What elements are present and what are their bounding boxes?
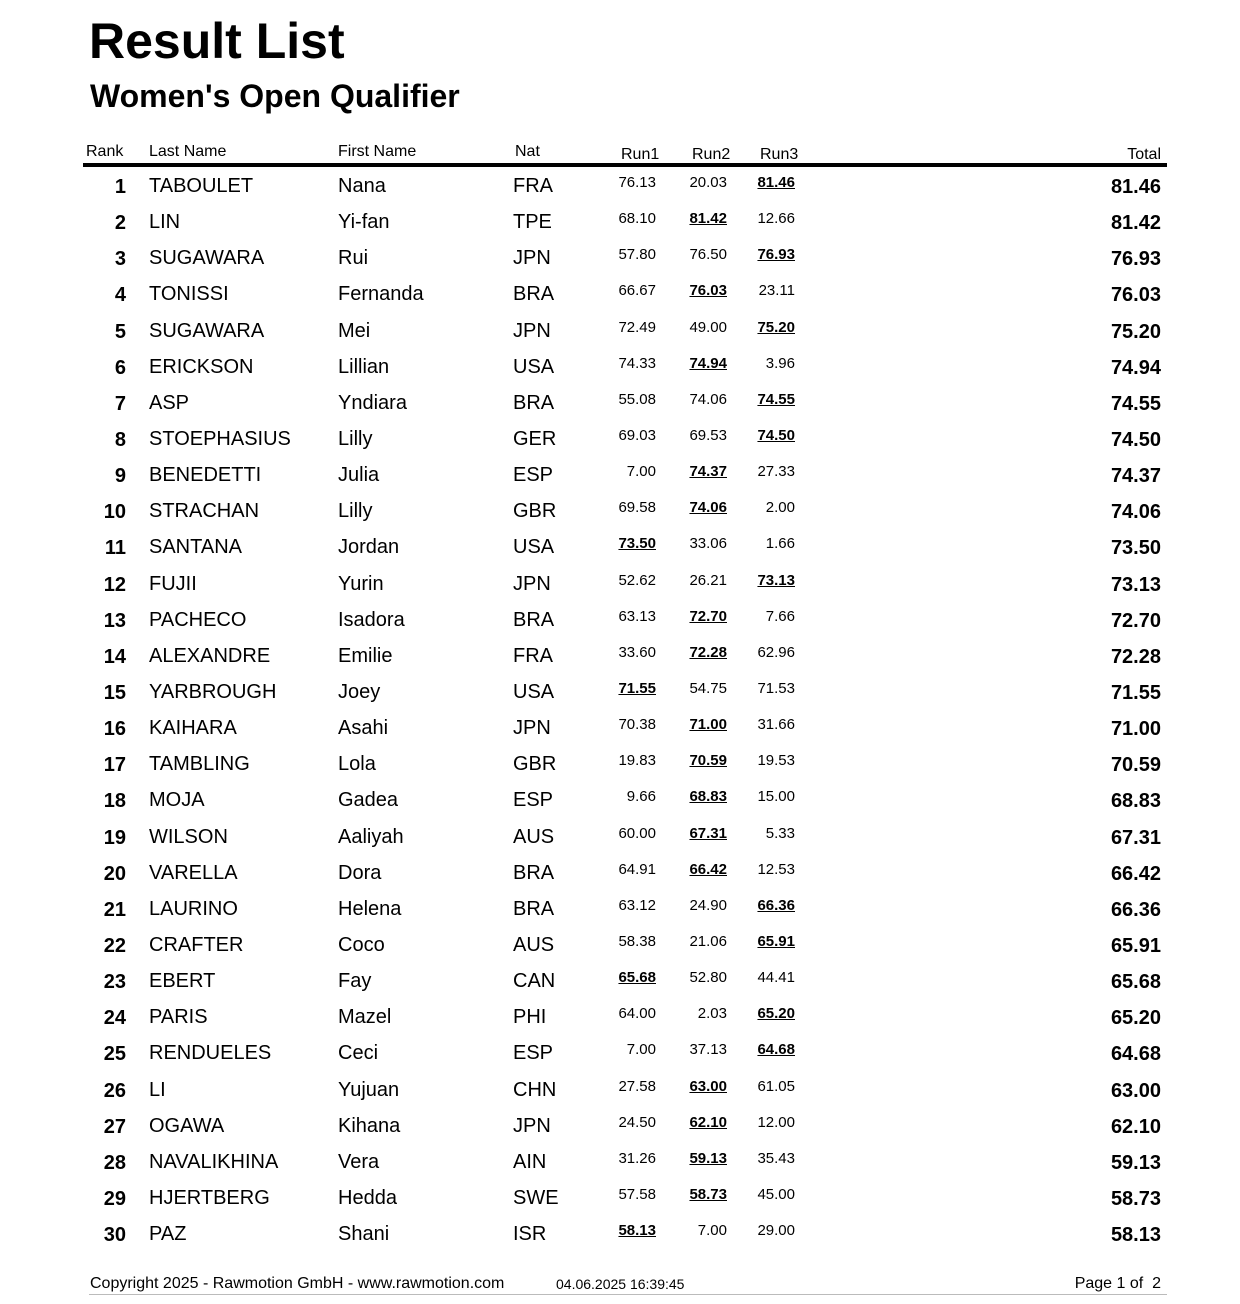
rank-cell: 28: [103, 1151, 126, 1174]
run2-cell: 21.06: [689, 932, 727, 950]
run3-cell: 76.93: [757, 246, 795, 264]
first-name-cell: Dora: [338, 861, 382, 884]
nat-cell: BRA: [513, 897, 555, 920]
total-cell: 63.00: [1110, 1079, 1161, 1102]
total-cell: 65.91: [1110, 934, 1161, 957]
last-name-cell: PACHECO: [149, 608, 247, 631]
total-cell: 74.50: [1110, 428, 1161, 451]
run2-cell: 67.31: [689, 824, 727, 842]
nat-cell: ESP: [513, 1042, 554, 1065]
run1-cell: 58.13: [618, 1222, 656, 1240]
last-name-cell: SUGAWARA: [149, 247, 265, 270]
total-cell: 62.10: [1110, 1115, 1161, 1138]
run3-cell: 61.05: [757, 1077, 795, 1095]
rank-cell: 1: [114, 176, 126, 198]
run2-cell: 2.03: [697, 1005, 727, 1023]
table-row: [0, 383, 1240, 419]
total-cell: 65.20: [1110, 1007, 1161, 1030]
table-row: [0, 744, 1240, 780]
run1-cell: 55.08: [618, 390, 656, 408]
run1-cell: 33.60: [618, 643, 656, 661]
run1-cell: 65.68: [618, 969, 656, 987]
nat-cell: ISR: [513, 1223, 547, 1246]
total-cell: 71.00: [1110, 718, 1161, 741]
run3-cell: 7.66: [765, 607, 795, 625]
run2-cell: 24.90: [689, 896, 727, 914]
run1-cell: 64.91: [618, 860, 656, 878]
page-title: Result List: [89, 13, 345, 69]
last-name-cell: BENEDETTI: [149, 464, 262, 487]
table-row: [0, 202, 1240, 238]
last-name-cell: HJERTBERG: [149, 1186, 270, 1209]
rank-cell: 19: [103, 826, 126, 849]
nat-cell: AUS: [513, 825, 555, 848]
run2-cell: 54.75: [689, 679, 727, 697]
last-name-cell: WILSON: [149, 825, 228, 848]
table-row: [0, 274, 1240, 310]
nat-cell: USA: [513, 680, 555, 703]
first-name-cell: Lillian: [338, 355, 390, 378]
rank-cell: 2: [114, 212, 126, 235]
table-row: [0, 672, 1240, 708]
nat-cell: PHI: [513, 1006, 547, 1029]
total-cell: 74.06: [1110, 501, 1161, 524]
last-name-cell: LAURINO: [149, 897, 238, 920]
last-name-cell: NAVALIKHINA: [149, 1150, 279, 1173]
rank-cell: 26: [103, 1079, 126, 1102]
table-row: [0, 780, 1240, 816]
run3-cell: 15.00: [757, 788, 795, 806]
first-name-cell: Kihana: [338, 1114, 401, 1137]
table-row: [0, 238, 1240, 274]
last-name-cell: PARIS: [149, 1006, 208, 1029]
run1-cell: 19.83: [618, 752, 656, 770]
nat-cell: JPN: [513, 319, 551, 342]
first-name-cell: Lilly: [338, 427, 373, 450]
total-cell: 74.55: [1110, 392, 1161, 415]
first-name-cell: Yndiara: [338, 391, 407, 414]
nat-cell: JPN: [513, 247, 551, 270]
first-name-cell: Rui: [338, 247, 369, 270]
run3-cell: 74.50: [757, 426, 795, 444]
nat-cell: JPN: [513, 1114, 551, 1137]
run1-cell: 74.33: [618, 354, 656, 372]
run2-cell: 81.42: [689, 210, 727, 228]
total-cell: 76.93: [1110, 248, 1161, 271]
run2-cell: 70.59: [689, 752, 727, 770]
nat-cell: GBR: [513, 500, 557, 523]
run3-cell: 35.43: [757, 1149, 795, 1167]
table-row: [0, 347, 1240, 383]
total-cell: 74.37: [1110, 465, 1161, 488]
run3-cell: 1.66: [765, 535, 795, 553]
nat-cell: JPN: [513, 572, 551, 595]
rank-cell: 14: [103, 645, 126, 668]
rank-cell: 29: [103, 1187, 126, 1210]
first-name-cell: Nana: [338, 175, 386, 197]
run3-cell: 27.33: [757, 463, 795, 481]
run3-cell: 74.55: [757, 390, 795, 408]
last-name-cell: VARELLA: [149, 861, 238, 884]
last-name-cell: SUGAWARA: [149, 319, 265, 342]
total-cell: 58.13: [1110, 1224, 1161, 1247]
table-row: [0, 925, 1240, 961]
run2-cell: 69.53: [689, 426, 727, 444]
rank-cell: 20: [103, 862, 126, 885]
run1-cell: 63.13: [618, 607, 656, 625]
first-name-cell: Aaliyah: [338, 825, 404, 848]
first-name-cell: Fernanda: [338, 283, 424, 306]
last-name-cell: ALEXANDRE: [149, 644, 271, 667]
total-cell: 65.68: [1110, 971, 1161, 994]
last-name-cell: CRAFTER: [149, 933, 244, 956]
nat-cell: FRA: [513, 644, 553, 667]
run3-cell: 73.13: [757, 571, 795, 589]
run1-cell: 73.50: [618, 535, 656, 553]
run3-cell: 75.20: [757, 318, 795, 336]
last-name-cell: TAMBLING: [149, 753, 250, 776]
footer-page-number: Page 1 of 2: [1074, 1275, 1161, 1292]
first-name-cell: Ceci: [338, 1042, 379, 1065]
run1-cell: 68.10: [618, 210, 656, 228]
table-row: [0, 311, 1240, 347]
total-cell: 74.94: [1110, 356, 1161, 379]
last-name-cell: TONISSI: [149, 283, 229, 306]
run1-cell: 24.50: [618, 1113, 656, 1131]
last-name-cell: SANTANA: [149, 536, 242, 559]
last-name-cell: TABOULET: [149, 175, 254, 197]
total-cell: 72.28: [1110, 645, 1161, 668]
first-name-cell: Lola: [338, 753, 376, 776]
last-name-cell: PAZ: [149, 1223, 187, 1246]
nat-cell: TPE: [513, 211, 552, 234]
run2-cell: 74.06: [689, 499, 727, 517]
run1-cell: 70.38: [618, 716, 656, 734]
rank-cell: 8: [114, 428, 126, 451]
total-cell: 67.31: [1110, 826, 1161, 849]
run3-cell: 3.96: [765, 354, 795, 372]
rank-cell: 12: [103, 573, 126, 596]
rank-cell: 3: [114, 248, 126, 271]
run3-cell: 12.53: [757, 860, 795, 878]
run2-cell: 58.73: [689, 1185, 727, 1203]
last-name-cell: EBERT: [149, 970, 216, 993]
rank-cell: 7: [114, 392, 126, 415]
run2-cell: 63.00: [689, 1077, 727, 1095]
run1-cell: 7.00: [626, 463, 656, 481]
total-cell: 75.20: [1110, 320, 1161, 343]
first-name-cell: Joey: [338, 680, 381, 703]
table-row: [0, 527, 1240, 563]
run2-cell: 52.80: [689, 969, 727, 987]
first-name-cell: Yurin: [338, 572, 384, 595]
run3-cell: 81.46: [757, 174, 795, 191]
total-cell: 58.73: [1110, 1187, 1161, 1210]
run2-cell: 76.03: [689, 282, 727, 300]
run2-cell: 72.70: [689, 607, 727, 625]
rank-cell: 21: [103, 898, 126, 921]
first-name-cell: Yujuan: [338, 1078, 400, 1101]
table-row: [0, 636, 1240, 672]
run3-cell: 23.11: [758, 282, 795, 300]
rank-cell: 22: [103, 934, 126, 957]
rank-cell: 15: [103, 681, 126, 704]
last-name-cell: LI: [149, 1078, 166, 1101]
total-cell: 64.68: [1110, 1043, 1161, 1066]
run1-cell: 58.38: [618, 932, 656, 950]
rank-cell: 9: [114, 465, 126, 488]
run1-cell: 66.67: [618, 282, 656, 300]
run3-cell: 44.41: [757, 969, 795, 987]
run1-cell: 71.55: [618, 679, 656, 697]
first-name-cell: Vera: [338, 1150, 380, 1173]
table-row: [0, 1106, 1240, 1142]
nat-cell: GER: [513, 427, 557, 450]
table-row: [0, 1033, 1240, 1069]
nat-cell: CAN: [513, 970, 556, 993]
table-row: [0, 419, 1240, 455]
rank-cell: 11: [104, 537, 126, 560]
first-name-cell: Helena: [338, 897, 402, 920]
run1-cell: 52.62: [618, 571, 656, 589]
total-cell: 76.03: [1110, 284, 1161, 307]
run1-cell: 7.00: [626, 1041, 656, 1059]
run2-cell: 62.10: [689, 1113, 727, 1131]
header-nat: Nat: [515, 143, 540, 160]
total-cell: 68.83: [1110, 790, 1161, 813]
run1-cell: 72.49: [618, 318, 656, 336]
nat-cell: CHN: [513, 1078, 557, 1101]
total-cell: 66.42: [1110, 862, 1161, 885]
first-name-cell: Julia: [338, 464, 380, 487]
header-last-name: Last Name: [149, 143, 227, 160]
first-name-cell: Shani: [338, 1223, 390, 1246]
run1-cell: 63.12: [618, 896, 656, 914]
results-table: [0, 166, 1240, 1250]
table-row: [0, 1142, 1240, 1178]
rank-cell: 16: [103, 718, 126, 741]
table-row: [0, 1178, 1240, 1214]
last-name-cell: FUJII: [149, 572, 197, 595]
last-name-cell: KAIHARA: [149, 717, 237, 740]
first-name-cell: Yi-fan: [338, 211, 390, 234]
run1-cell: 60.00: [618, 824, 656, 842]
run1-cell: 57.58: [618, 1185, 656, 1203]
run2-cell: 76.50: [689, 246, 727, 264]
first-name-cell: Mazel: [338, 1006, 392, 1029]
first-name-cell: Mei: [338, 319, 371, 342]
rank-cell: 23: [103, 971, 126, 994]
run3-cell: 65.91: [757, 932, 795, 950]
first-name-cell: Isadora: [338, 608, 405, 631]
run3-cell: 2.00: [765, 499, 795, 517]
first-name-cell: Hedda: [338, 1186, 397, 1209]
rank-cell: 25: [103, 1043, 126, 1066]
total-cell: 81.42: [1110, 212, 1161, 235]
run2-cell: 20.03: [689, 174, 727, 191]
run3-cell: 45.00: [757, 1185, 795, 1203]
header-total: Total: [1127, 146, 1161, 163]
nat-cell: AIN: [513, 1150, 547, 1173]
last-name-cell: STRACHAN: [149, 500, 260, 523]
rank-cell: 13: [103, 609, 126, 632]
table-row: [0, 1070, 1240, 1106]
run3-cell: 29.00: [757, 1222, 795, 1240]
table-row: [0, 491, 1240, 527]
nat-cell: BRA: [513, 861, 555, 884]
run3-cell: 5.33: [765, 824, 795, 842]
header-rank: Rank: [86, 143, 124, 160]
last-name-cell: RENDUELES: [149, 1042, 272, 1065]
run1-cell: 76.13: [618, 174, 656, 191]
nat-cell: GBR: [513, 753, 557, 776]
run1-cell: 57.80: [618, 246, 656, 264]
nat-cell: JPN: [513, 717, 551, 740]
footer-copyright: Copyright 2025 - Rawmotion GmbH - www.rawmotion.com: [90, 1275, 505, 1292]
table-row: [0, 817, 1240, 853]
run1-cell: 64.00: [618, 1005, 656, 1023]
first-name-cell: Emilie: [338, 644, 393, 667]
footer-timestamp: 04.06.2025 16:39:45: [556, 1276, 685, 1292]
run1-cell: 9.66: [626, 788, 656, 806]
nat-cell: USA: [513, 536, 555, 559]
run2-cell: 68.83: [689, 788, 727, 806]
run3-cell: 12.00: [757, 1113, 795, 1131]
run1-cell: 69.58: [618, 499, 656, 517]
total-cell: 59.13: [1110, 1151, 1161, 1174]
rank-cell: 6: [114, 356, 126, 379]
rank-cell: 10: [103, 501, 126, 524]
rank-cell: 18: [103, 790, 126, 813]
run3-cell: 62.96: [757, 643, 795, 661]
table-row: [0, 889, 1240, 925]
total-cell: 73.13: [1110, 573, 1161, 596]
table-row: [0, 1214, 1240, 1250]
first-name-cell: Fay: [338, 970, 372, 993]
total-cell: 72.70: [1110, 609, 1161, 632]
run2-cell: 26.21: [689, 571, 727, 589]
nat-cell: BRA: [513, 608, 555, 631]
table-row: [0, 997, 1240, 1033]
last-name-cell: OGAWA: [149, 1114, 225, 1137]
run2-cell: 49.00: [689, 318, 727, 336]
rank-cell: 24: [103, 1007, 126, 1030]
run2-cell: 74.06: [689, 390, 727, 408]
total-cell: 70.59: [1110, 754, 1161, 777]
table-row: [0, 455, 1240, 491]
table-row: [0, 564, 1240, 600]
header-run3: Run3: [760, 146, 799, 163]
run2-cell: 59.13: [689, 1149, 727, 1167]
last-name-cell: MOJA: [149, 789, 205, 812]
table-row: [0, 600, 1240, 636]
first-name-cell: Lilly: [338, 500, 373, 523]
header-run2: Run2: [692, 146, 731, 163]
first-name-cell: Asahi: [338, 717, 389, 740]
rank-cell: 5: [114, 320, 126, 343]
run2-cell: 74.37: [689, 463, 727, 481]
page-subtitle: Women's Open Qualifier: [90, 78, 460, 114]
first-name-cell: Gadea: [338, 789, 399, 812]
run1-cell: 31.26: [618, 1149, 656, 1167]
last-name-cell: STOEPHASIUS: [149, 427, 291, 450]
footer-divider: [89, 1294, 1167, 1295]
first-name-cell: Coco: [338, 933, 385, 956]
total-cell: 66.36: [1110, 898, 1161, 921]
table-row: [0, 961, 1240, 997]
run3-cell: 66.36: [757, 896, 795, 914]
nat-cell: FRA: [513, 175, 553, 197]
nat-cell: BRA: [513, 391, 555, 414]
nat-cell: SWE: [513, 1186, 559, 1209]
run3-cell: 31.66: [757, 716, 795, 734]
header-first-name: First Name: [338, 143, 417, 160]
last-name-cell: ASP: [149, 391, 190, 414]
run3-cell: 64.68: [757, 1041, 795, 1059]
rank-cell: 27: [103, 1115, 126, 1138]
nat-cell: BRA: [513, 283, 555, 306]
first-name-cell: Jordan: [338, 536, 400, 559]
run1-cell: 27.58: [618, 1077, 656, 1095]
run3-cell: 19.53: [757, 752, 795, 770]
run1-cell: 69.03: [618, 426, 656, 444]
run2-cell: 7.00: [697, 1222, 727, 1240]
run2-cell: 37.13: [689, 1041, 727, 1059]
table-row: [0, 708, 1240, 744]
last-name-cell: LIN: [149, 211, 181, 234]
nat-cell: ESP: [513, 789, 554, 812]
run3-cell: 65.20: [757, 1005, 795, 1023]
run2-cell: 33.06: [689, 535, 727, 553]
run3-cell: 71.53: [757, 679, 795, 697]
header-run1: Run1: [621, 146, 660, 163]
run2-cell: 66.42: [689, 860, 727, 878]
last-name-cell: ERICKSON: [149, 355, 254, 378]
total-cell: 73.50: [1110, 537, 1161, 560]
rank-cell: 17: [103, 754, 126, 777]
nat-cell: USA: [513, 355, 555, 378]
total-cell: 71.55: [1110, 681, 1161, 704]
run2-cell: 71.00: [689, 716, 727, 734]
nat-cell: AUS: [513, 933, 555, 956]
run3-cell: 12.66: [757, 210, 795, 228]
table-row: [0, 166, 1240, 202]
last-name-cell: YARBROUGH: [149, 680, 277, 703]
run2-cell: 72.28: [689, 643, 727, 661]
rank-cell: 30: [103, 1224, 126, 1247]
run2-cell: 74.94: [689, 354, 727, 372]
rank-cell: 4: [114, 284, 126, 307]
table-row: [0, 853, 1240, 889]
total-cell: 81.46: [1110, 176, 1161, 198]
nat-cell: ESP: [513, 464, 554, 487]
